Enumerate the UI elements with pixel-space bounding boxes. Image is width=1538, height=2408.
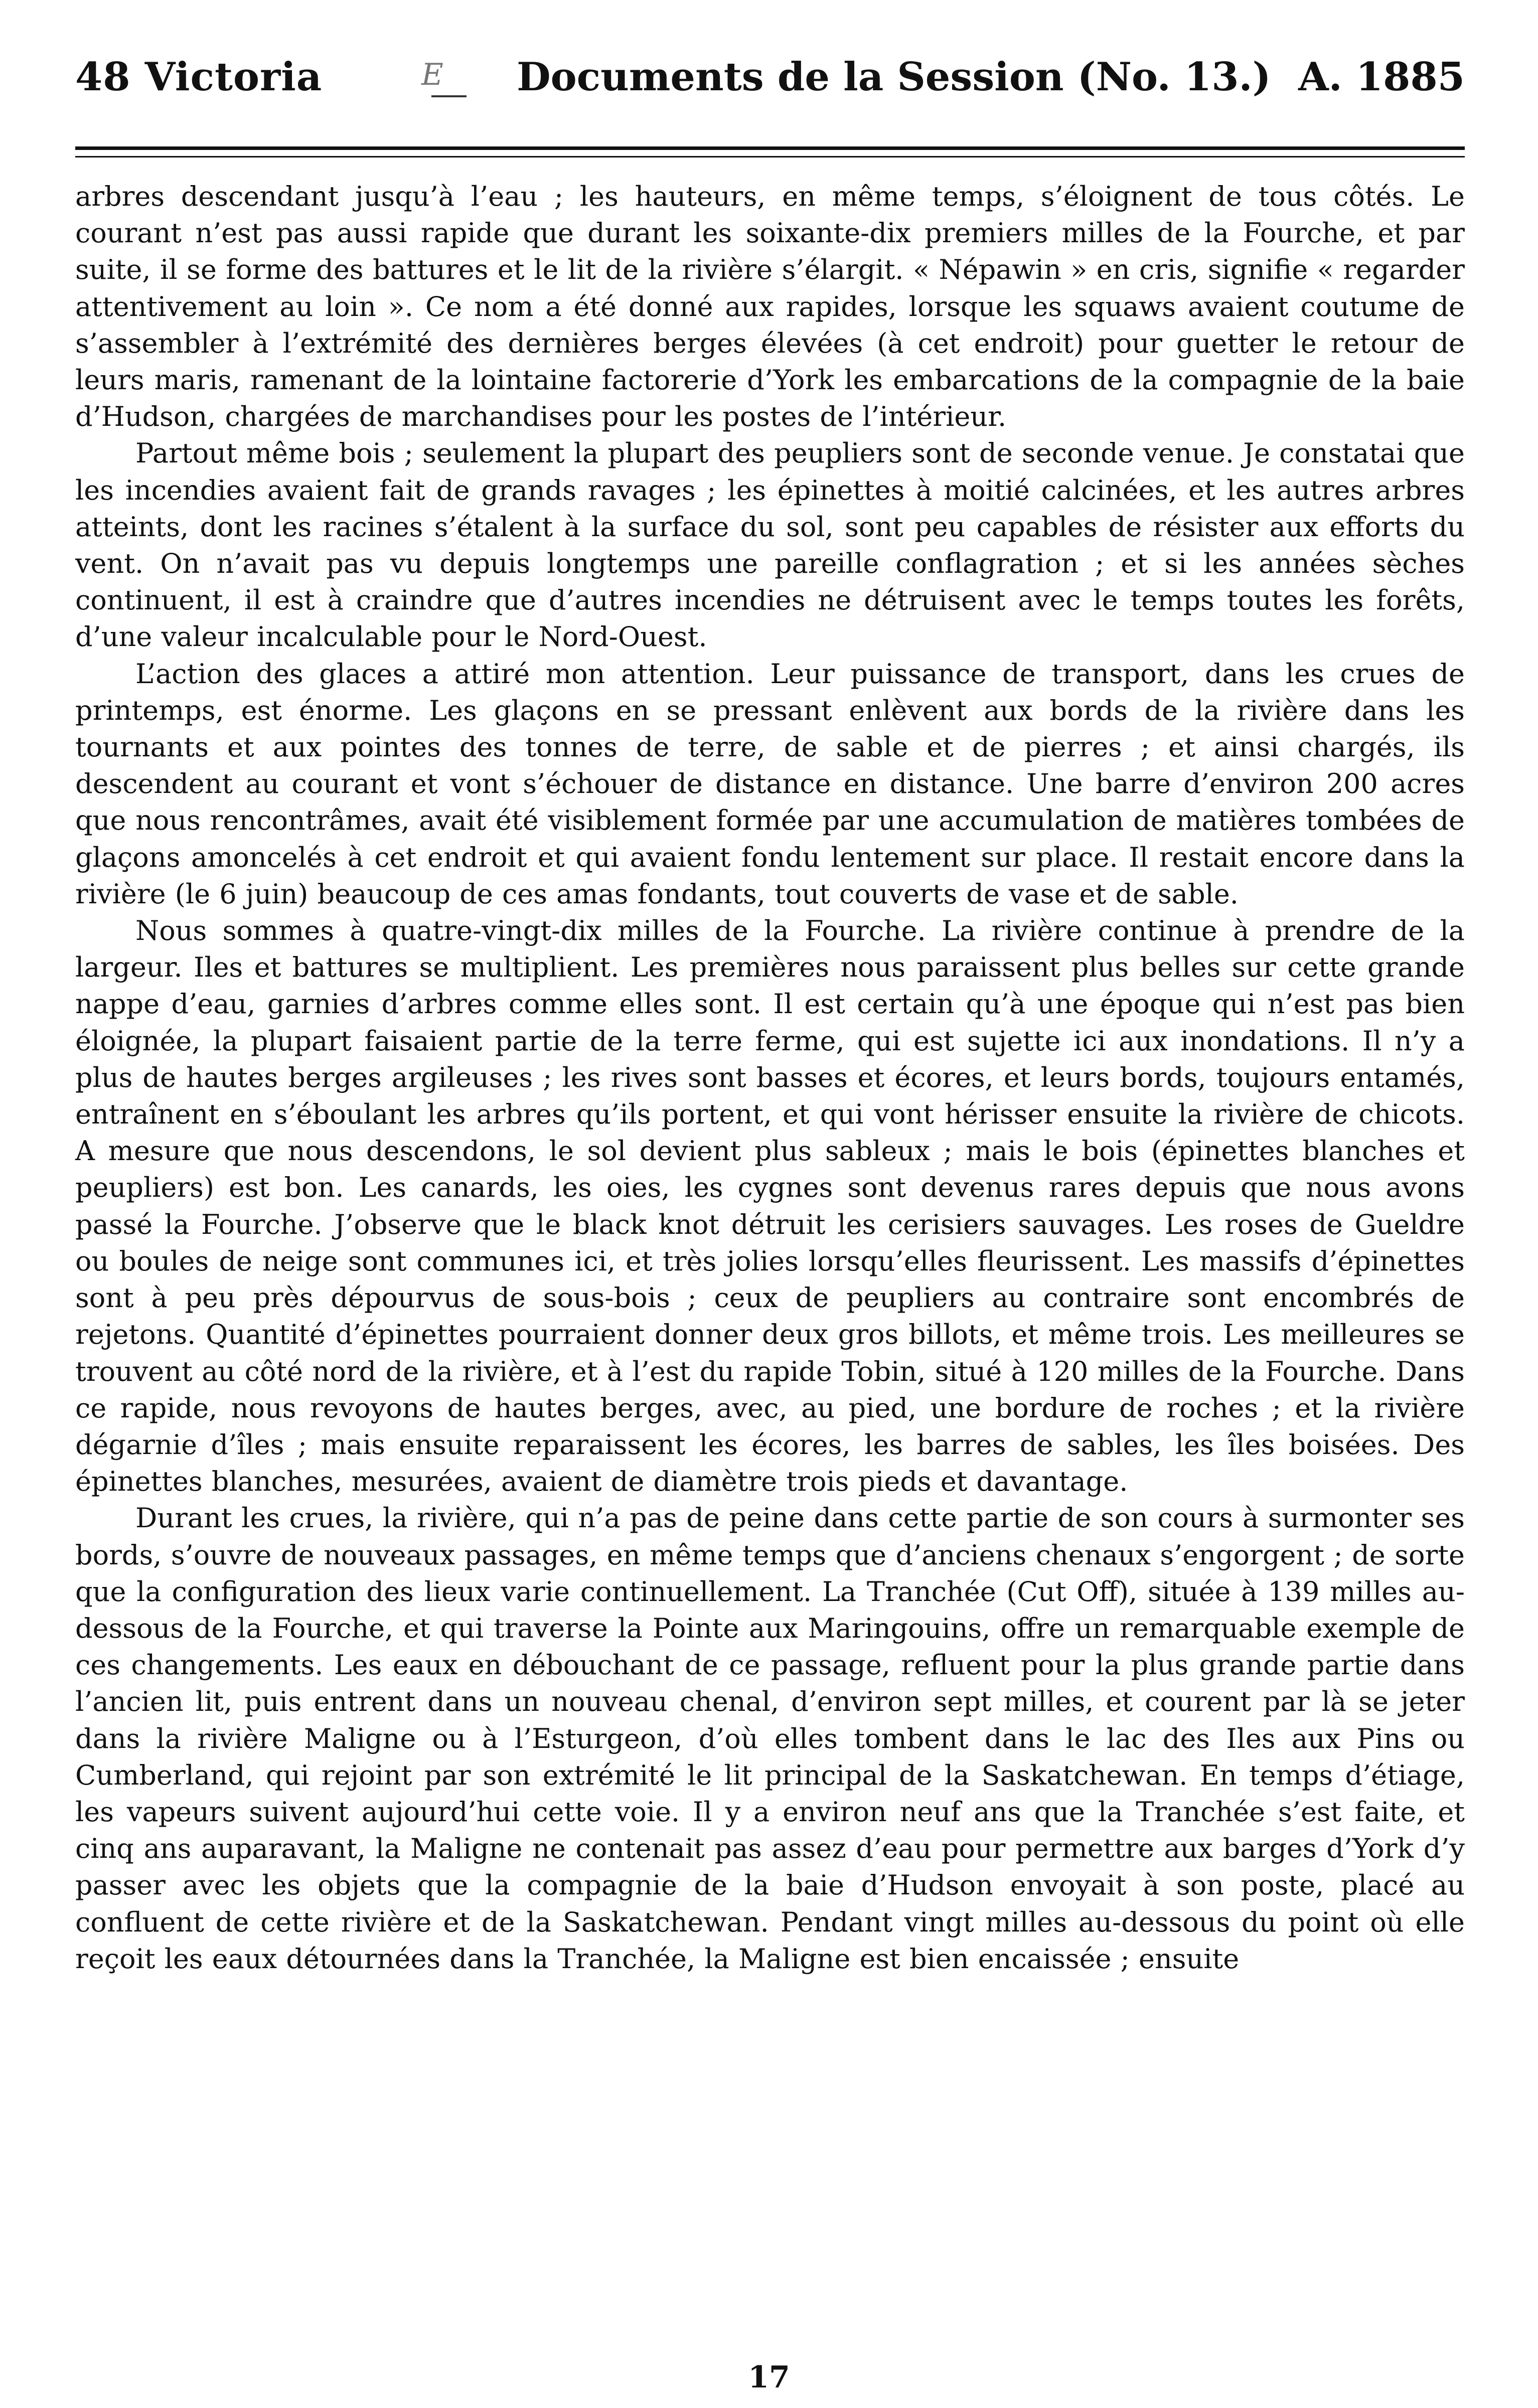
header-year: A. 1885: [1298, 54, 1465, 100]
header-rule-thin: [75, 156, 1465, 157]
paragraph: Durant les crues, la rivière, qui n’a pas de peine dans cette partie de son cours à surmonter ses bords, s’ouvre de nouveaux passages, en même temps que d’anciens chenaux s’engorgent ; de sorte que la configuration des lieux varie continuellement. La Tranchée (Cut Off), située à 139 milles au-dessous de la Fourche, et qui traverse la Pointe aux Maringouins, offre un remarquable exemple de ces changements. Les eaux en débouchant de ce passage, refluent pour la plus grande partie dans l’ancien lit, puis entrent dans un nouveau chenal, d’environ sept milles, et courent par là se jeter dans la rivière Maligne ou à l’Esturgeon, d’où elles tombent dans le lac des Iles aux Pins ou Cumberland, qui rejoint par son extrémité le lit principal de la Saskatchewan. En temps d’étiage, les vapeurs suivent aujourd’hui cette voie. Il y a environ neuf ans que la Tranchée s’est faite, et cinq ans auparavant, la Maligne ne contenait pas assez d’eau pour permettre aux barges d’York d’y passer avec les objets que la compagnie de la baie d’Hudson envoyait à son poste, placé au confluent de cette rivière et de la Saskatchewan. Pendant vingt milles au-dessous du point où elle reçoit les eaux détournées dans la Tranchée, la Maligne est bien encaissée ; ensuite: [75, 1502, 1465, 1975]
header-rule-thick: [75, 146, 1465, 150]
body-text: [75, 178, 1465, 1977]
header-mark-underline: [431, 95, 467, 97]
header-mark-letter: E: [421, 57, 443, 92]
header-mark: [421, 57, 477, 102]
paragraph: Partout même bois ; seulement la plupart des peupliers sont de seconde venue. Je constatai que les incendies avaient fait de grands ravages ; les épinettes à moitié calcinées, et les autres arbres atteints, dont les racines s’étalent à la surface du sol, sont peu capables de résister aux efforts du vent. On n’avait pas vu depuis longtemps une pareille conflagration ; et si les années sèches continuent, il est à craindre que d’autres incendies ne détruisent avec le temps toutes les forêts, d’une valeur incalculable pour le Nord-Ouest.: [75, 437, 1465, 653]
paragraph: L’action des glaces a attiré mon attention. Leur puissance de transport, dans les crues de printemps, est énorme. Les glaçons en se pressant enlèvent aux bords de la rivière dans les tournants et aux pointes des tonnes de terre, de sable et de pierres ; et ainsi chargés, ils descendent au courant et vont s’échouer de distance en distance. Une barre d’environ 200 acres que nous rencontrâmes, avait été visiblement formée par une accumulation de matières tombées de glaçons amoncelés à cet endroit et qui avaient fondu lentement sur place. Il restait encore dans la rivière (le 6 juin) beaucoup de ces amas fondants, tout couverts de vase et de sable.: [75, 658, 1465, 910]
page-header: [75, 54, 1465, 109]
header-title: Documents de la Session (No. 13.): [517, 54, 1271, 100]
paragraph: arbres descendant jusqu’à l’eau ; les hauteurs, en même temps, s’éloignent de tous côtés. Le courant n’est pas aussi rapide que durant les soixante-dix premiers milles de la Fourche, et par suite, il se forme des battures et le lit de la rivière s’élargit. « Népawin » en cris, signifie « regarder attentivement au loin ». Ce nom a été donné aux rapides, lorsque les squaws avaient coutume de s’assembler à l’extrémité des dernières berges élevées (à cet endroit) pour guetter le retour de leurs maris, ramenant de la lointaine factorerie d’York les embarcations de la compagnie de la baie d’Hudson, chargées de marchandises pour les postes de l’intérieur.: [75, 181, 1465, 433]
header-volume: 48 Victoria: [75, 54, 323, 100]
paragraph: Nous sommes à quatre-vingt-dix milles de la Fourche. La rivière continue à prendre de la largeur. Iles et battures se multiplient. Les premières nous paraissent plus belles sur cette grande nappe d’eau, garnies d’arbres comme elles sont. Il est certain qu’à une époque qui n’est pas bien éloignée, la plupart faisaient partie de la terre ferme, qui est sujette ici aux inondations. Il n’y a plus de hautes berges argileuses ; les rives sont basses et écores, et leurs bords, toujours entamés, entraînent en s’éboulant les arbres qu’ils portent, et qui vont hérisser ensuite la rivière de chicots. A mesure que nous descendons, le sol devient plus sableux ; mais le bois (épinettes blanches et peupliers) est bon. Les canards, les oies, les cygnes sont devenus rares depuis que nous avons passé la Fourche. J’observe que le black knot détruit les cerisiers sauvages. Les roses de Gueldre ou boules de neige sont communes ici, et très jolies lorsqu’elles fleurissent. Les massifs d’épinettes sont à peu près dépourvus de sous-bois ; ceux de peupliers au contraire sont encombrés de rejetons. Quantité d’épinettes pourraient donner deux gros billots, et même trois. Les meilleures se trouvent au côté nord de la rivière, et à l’est du rapide Tobin, situé à 120 milles de la Fourche. Dans ce rapide, nous revoyons de hautes berges, avec, au pied, une bordure de roches ; et la rivière dégarnie d’îles ; mais ensuite reparaissent les écores, les barres de sables, les îles boisées. Des épinettes blanches, mesurées, avaient de diamètre trois pieds et davantage.: [75, 915, 1465, 1498]
page-number: 17: [748, 2360, 790, 2395]
